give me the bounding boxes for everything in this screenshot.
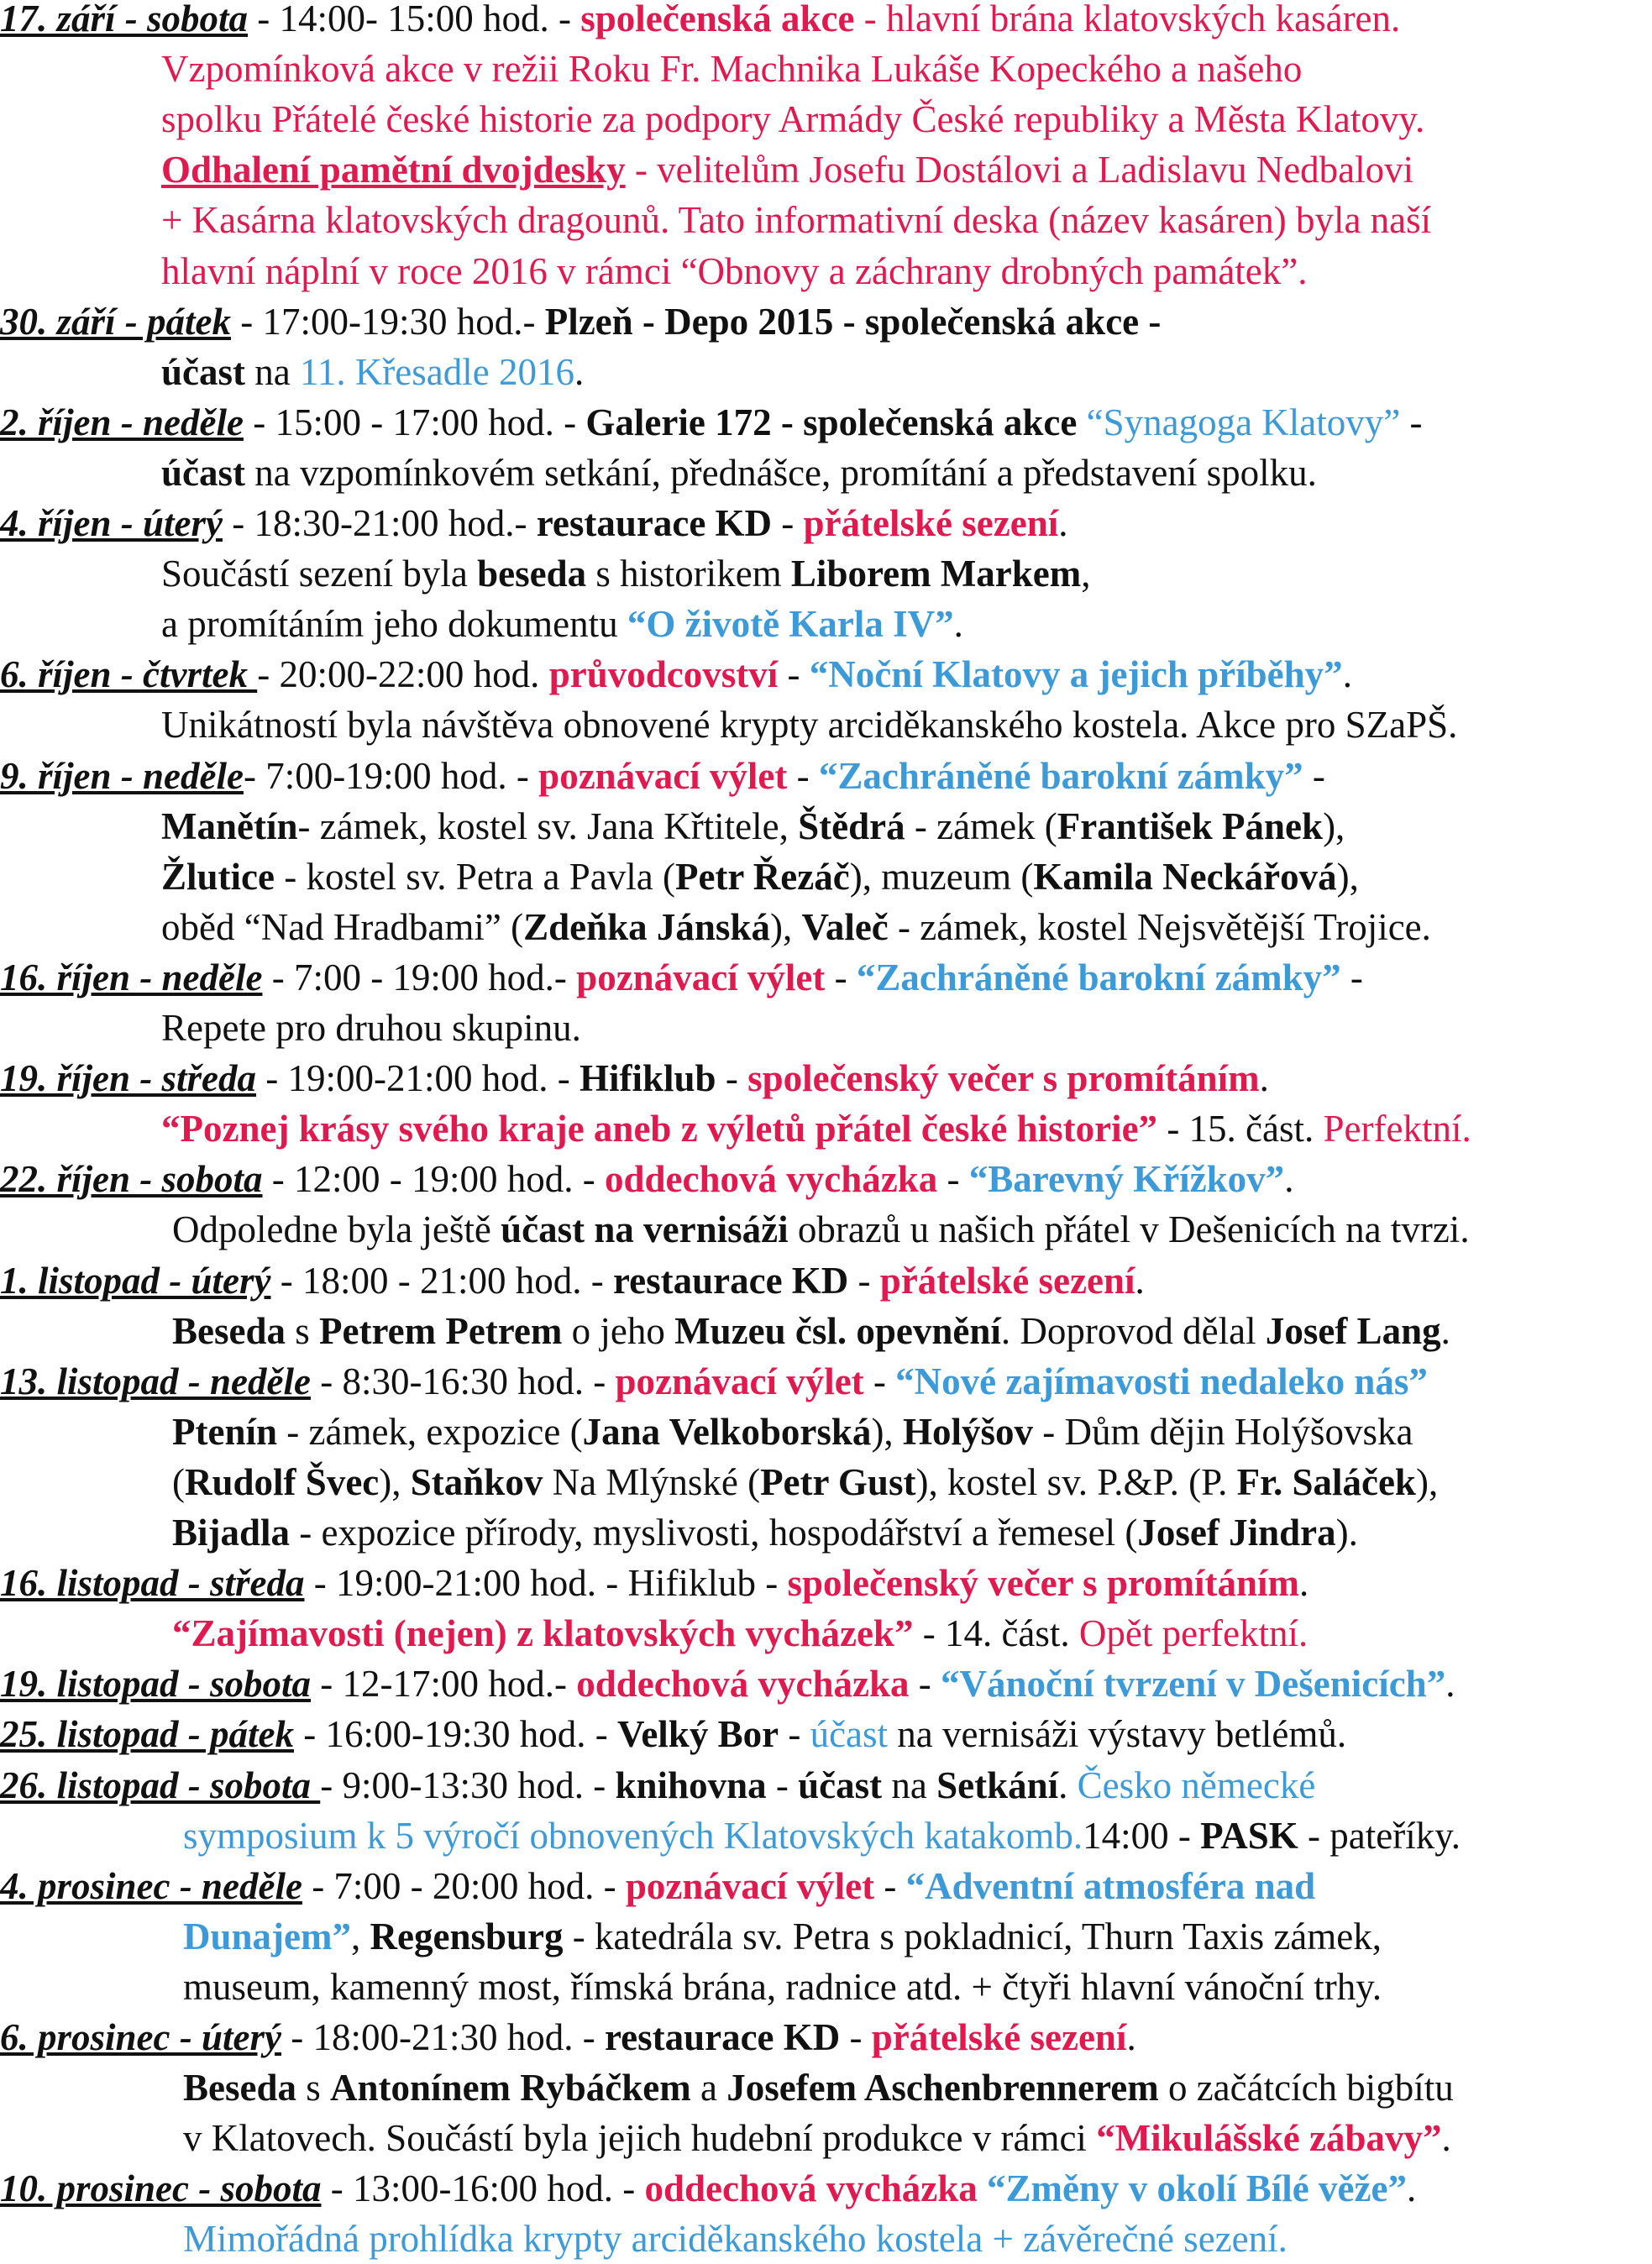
text-line xyxy=(0,2163,1416,2214)
text-segment: Valeč xyxy=(801,905,889,948)
text-segment: Josef Lang xyxy=(1265,1309,1441,1352)
text-segment: . xyxy=(1299,1562,1309,1605)
text-segment: - velitelům Josefu Dostálovi a Ladislavu Nedbalovi xyxy=(625,149,1414,191)
text-segment: s xyxy=(286,1309,320,1352)
entry-date: 26. listopad - sobota xyxy=(0,1764,321,1806)
text-segment: - xyxy=(848,1259,880,1302)
text-segment: - 18:30-21:00 hod.- xyxy=(223,502,537,544)
text-segment: - xyxy=(874,1864,906,1907)
text-line xyxy=(161,44,1302,94)
entry-date: 6. říjen - čtvrtek xyxy=(0,653,258,696)
text-line xyxy=(172,1507,1358,1558)
text-line xyxy=(183,1811,1461,1861)
text-segment: - xyxy=(766,1764,799,1806)
text-segment: - xyxy=(909,1663,941,1706)
text-segment: - zámek ( xyxy=(905,804,1057,847)
text-segment: Unikátností byla návštěva obnovené krypty arciděkanského kostela. Akce pro SZaPŠ. xyxy=(161,704,1458,747)
text-line xyxy=(0,1053,1269,1103)
text-segment: . xyxy=(1259,1057,1269,1100)
text-segment: spolku Přátelé české historie za podpory Armády České republiky a Města Klatovy. xyxy=(161,98,1425,141)
text-segment: 11. Křesadle 2016 xyxy=(299,350,574,393)
text-line xyxy=(161,1003,581,1053)
text-segment: Bijadla xyxy=(172,1512,291,1554)
text-segment xyxy=(978,2167,987,2209)
text-segment: . xyxy=(1440,1309,1450,1352)
text-segment: František Pánek xyxy=(1057,804,1324,847)
text-segment: restaurace KD xyxy=(604,2016,841,2058)
text-segment: účast na vernisáži xyxy=(501,1208,789,1251)
text-segment: Antonínem Rybáčkem xyxy=(330,2067,691,2109)
text-segment: ), xyxy=(1323,804,1345,847)
text-segment: beseda xyxy=(477,553,587,595)
entry-date: 2. říjen - neděle xyxy=(0,401,244,443)
text-segment: Liborem Markem xyxy=(790,553,1082,595)
text-segment: “Barevný Křížkov” xyxy=(968,1158,1285,1201)
text-segment: - 12-17:00 hod.- xyxy=(311,1663,577,1706)
text-segment: Plzeň - Depo 2015 - společenská akce - xyxy=(544,300,1162,343)
text-line xyxy=(183,2062,1454,2113)
text-segment: . xyxy=(1441,2117,1451,2160)
text-segment: na xyxy=(882,1764,937,1806)
text-segment: - zámek, kostel sv. Jana Křtitele, xyxy=(297,804,799,847)
text-segment: oběd “Nad Hradbami” ( xyxy=(161,905,524,948)
text-segment: ), xyxy=(871,1410,903,1453)
text-segment: “Zachráněné barokní zámky” xyxy=(856,956,1341,998)
text-segment: Ptenín xyxy=(172,1410,278,1453)
text-segment: Josef Jindra xyxy=(1137,1512,1336,1554)
entry-date: 13. listopad - neděle xyxy=(0,1360,311,1402)
text-segment: Odpoledne byla ještě xyxy=(172,1208,501,1251)
text-line xyxy=(0,296,1161,347)
text-segment: poznávací výlet xyxy=(615,1360,864,1402)
text-segment: Josefem Aschenbrennerem xyxy=(726,2067,1159,2109)
text-segment: o jeho xyxy=(562,1309,675,1352)
text-segment: - xyxy=(716,1057,748,1100)
text-segment: - hlavní brána klatovských kasáren. xyxy=(854,0,1401,39)
text-segment: - xyxy=(937,1158,969,1201)
text-segment: , xyxy=(1081,553,1091,595)
text-segment: poznávací výlet xyxy=(538,754,788,797)
text-segment: Repete pro druhou skupinu. xyxy=(161,1007,581,1049)
text-segment: - 14:00- 15:00 hod. - xyxy=(248,0,581,39)
text-segment: účast xyxy=(798,1764,883,1806)
text-line xyxy=(0,397,1423,448)
text-segment: “Poznej krásy svého kraje aneb z výletů přátel české historie” xyxy=(161,1108,1158,1150)
text-segment: “Synagoga Klatovy” xyxy=(1077,401,1401,443)
text-line xyxy=(183,2214,1288,2264)
text-line xyxy=(161,852,1359,902)
text-segment: - 8:30-16:30 hod. - xyxy=(310,1360,616,1402)
text-segment: - expozice přírody, myslivosti, hospodářství a řemesel ( xyxy=(290,1512,1138,1554)
text-segment: - xyxy=(787,754,819,797)
text-segment: - xyxy=(825,956,857,998)
text-segment: Opět perfektní. xyxy=(1078,1612,1308,1655)
text-line xyxy=(0,1861,1315,1911)
text-segment: - zámek, kostel Nejsvětější Trojice. xyxy=(888,905,1431,948)
text-segment: ), kostel sv. P.&P. (P. xyxy=(915,1460,1237,1503)
text-segment: - pateříky. xyxy=(1298,1814,1461,1857)
text-line xyxy=(172,1306,1450,1356)
text-segment: . xyxy=(1406,2167,1417,2210)
text-segment: Žlutice xyxy=(161,855,275,898)
entry-date: 1. listopad - úterý xyxy=(0,1259,271,1302)
text-segment: knihovna xyxy=(615,1764,767,1806)
text-line xyxy=(0,1760,1315,1811)
text-segment: - 12:00 - 19:00 hod. - xyxy=(262,1158,605,1201)
text-segment: - 7:00-19:00 hod. - xyxy=(243,754,539,797)
text-segment: - 20:00-22:00 hod. xyxy=(257,653,549,696)
text-segment: ), xyxy=(1415,1460,1439,1503)
text-segment: Součástí sezení byla xyxy=(161,553,478,595)
text-segment: + Kasárna klatovských dragounů. Tato informativní deska (název kasáren) byla naší xyxy=(161,199,1432,242)
text-segment: Beseda xyxy=(172,1309,286,1352)
text-segment: - 19:00-21:00 hod. - xyxy=(256,1057,580,1100)
text-segment: Štědrá xyxy=(798,804,905,847)
text-segment: Kamila Neckářová xyxy=(1033,855,1337,898)
text-segment: Perfektní. xyxy=(1323,1108,1471,1150)
text-segment: “Nové zajímavosti nedaleko nás” xyxy=(895,1360,1428,1402)
text-segment: ), xyxy=(769,905,802,948)
text-segment: . xyxy=(1126,2016,1136,2058)
text-segment: společenská akce xyxy=(580,0,855,39)
entry-date: 25. listopad - pátek xyxy=(0,1713,294,1756)
text-segment: - 19:00-21:00 hod. - Hifiklub - xyxy=(304,1562,788,1605)
text-segment: symposium k 5 výročí obnovených Klatovských katakomb. xyxy=(183,1814,1083,1857)
text-segment: , xyxy=(351,1915,370,1957)
text-line xyxy=(0,1558,1308,1608)
text-segment: Regensburg xyxy=(370,1915,564,1957)
text-line xyxy=(161,144,1413,195)
text-segment: ), xyxy=(379,1460,411,1503)
text-segment: Muzeu čsl. opevnění xyxy=(674,1309,1001,1352)
text-segment: o začátcích bigbítu xyxy=(1158,2067,1454,2109)
text-segment: - xyxy=(1340,956,1363,998)
text-segment: - xyxy=(1303,754,1325,797)
text-line xyxy=(0,1356,1428,1407)
text-segment: restaurace KD xyxy=(536,502,773,544)
text-segment: v Klatovech. Součástí byla jejich hudební produkce v rámci xyxy=(183,2117,1097,2160)
text-segment: Vzpomínková akce v režii Roku Fr. Machnika Lukáše Kopeckého a našeho xyxy=(161,48,1303,91)
text-segment: . xyxy=(953,603,963,646)
text-segment: na vzpomínkovém setkání, přednášce, promítání a představení spolku. xyxy=(245,451,1317,494)
text-segment: . Doprovod dělal xyxy=(1000,1309,1266,1352)
text-segment: přátelské sezení xyxy=(803,502,1059,544)
text-line xyxy=(161,347,584,397)
text-line xyxy=(183,2113,1451,2163)
text-segment: Fr. Saláček xyxy=(1236,1460,1416,1503)
text-segment: přátelské sezení xyxy=(871,2016,1127,2058)
text-segment: “Mikulášské zábavy” xyxy=(1096,2117,1442,2160)
text-segment: účast xyxy=(161,451,245,494)
text-segment: oddechová vycházka xyxy=(644,2167,978,2210)
text-segment: museum, kamenný most, římská brána, radnice atd. + čtyři hlavní vánoční trhy. xyxy=(183,1965,1382,2008)
text-line xyxy=(0,2012,1136,2062)
text-segment: - 16:00-19:30 hod. - xyxy=(293,1713,617,1756)
text-segment: Petr Řezáč xyxy=(674,855,850,898)
text-segment: Petrem Petrem xyxy=(319,1309,563,1352)
text-line xyxy=(161,1103,1471,1154)
text-line xyxy=(161,700,1457,750)
text-segment: Beseda xyxy=(183,2067,296,2109)
text-line xyxy=(161,801,1345,852)
text-segment: účast xyxy=(161,350,245,393)
text-line xyxy=(0,751,1325,801)
text-line xyxy=(161,448,1317,498)
text-segment: a promítáním jeho dokumentu xyxy=(161,603,627,646)
text-segment: ). xyxy=(1335,1512,1358,1554)
text-segment: Zdeňka Jánská xyxy=(523,905,770,948)
text-segment: ), xyxy=(1336,855,1359,898)
text-segment: s xyxy=(296,2067,331,2109)
text-line xyxy=(161,94,1424,144)
text-segment: - katedrála sv. Petra s pokladnicí, Thurn Taxis zámek, xyxy=(563,1915,1382,1957)
text-segment: Odhalení pamětní dvojdesky xyxy=(161,149,626,191)
text-line xyxy=(0,1154,1293,1204)
text-segment: - xyxy=(778,653,810,696)
text-segment: . xyxy=(1058,502,1068,544)
text-segment: na vernisáži výstavy betlémů. xyxy=(888,1713,1347,1756)
text-segment: - Dům dějin Holýšovska xyxy=(1032,1410,1413,1453)
text-segment: - 15. část. xyxy=(1157,1108,1324,1150)
text-segment: a xyxy=(690,2067,727,2109)
text-segment: Rudolf Švec xyxy=(185,1460,380,1503)
text-segment: Jana Velkoborská xyxy=(582,1410,872,1453)
text-segment: poznávací výlet xyxy=(576,956,826,998)
text-segment: Setkání xyxy=(936,1764,1059,1806)
text-segment: - 7:00 - 19:00 hod.- xyxy=(262,956,577,998)
text-segment: účast xyxy=(810,1713,889,1756)
entry-date: 22. říjen - sobota xyxy=(0,1158,263,1201)
text-segment: průvodcovství xyxy=(548,653,779,696)
text-segment: Holýšov xyxy=(902,1410,1033,1453)
text-line xyxy=(172,1608,1308,1659)
text-line xyxy=(161,599,963,649)
entry-date: 6. prosinec - úterý xyxy=(0,2016,281,2058)
text-line xyxy=(161,548,1091,599)
entry-date: 10. prosinec - sobota xyxy=(0,2167,322,2210)
text-segment: společenský večer s promítáním xyxy=(747,1057,1260,1100)
text-segment: Galerie 172 - společenská akce xyxy=(585,401,1078,443)
text-line xyxy=(172,1457,1438,1507)
text-segment: oddechová vycházka xyxy=(605,1158,938,1201)
text-line xyxy=(161,246,1308,296)
text-segment: “O životě Karla IV” xyxy=(627,603,954,646)
text-segment: - zámek, expozice ( xyxy=(277,1410,583,1453)
text-line xyxy=(0,1659,1455,1709)
text-segment: s historikem xyxy=(586,553,791,595)
text-segment: - 7:00 - 20:00 hod. - xyxy=(302,1864,626,1907)
text-segment: Mimořádná prohlídka krypty arciděkanského kostela + závěrečné sezení. xyxy=(183,2218,1288,2261)
text-segment: . xyxy=(1135,1259,1145,1302)
text-line xyxy=(172,1407,1413,1457)
text-segment: Manětín xyxy=(161,804,298,847)
text-segment: - 13:00-16:00 hod. - xyxy=(321,2167,645,2210)
text-segment: ( xyxy=(172,1460,185,1503)
text-segment: - xyxy=(840,2016,872,2058)
text-segment: “Zachráněné barokní zámky” xyxy=(818,754,1303,797)
text-segment: - 15:00 - 17:00 hod. - xyxy=(243,401,586,443)
text-line xyxy=(0,498,1067,548)
text-segment: “Adventní atmosféra nad xyxy=(905,1864,1316,1907)
text-segment: - 9:00-13:30 hod. - xyxy=(320,1764,616,1806)
text-line xyxy=(161,195,1431,245)
entry-date: 9. říjen - neděle xyxy=(0,754,244,797)
text-segment: Hifiklub xyxy=(579,1057,716,1100)
text-segment: přátelské sezení xyxy=(879,1259,1135,1302)
text-segment: - 18:00-21:30 hod. - xyxy=(281,2016,605,2058)
text-segment: . xyxy=(1445,1663,1455,1706)
text-segment: . xyxy=(1058,1764,1078,1806)
text-segment: oddechová vycházka xyxy=(576,1663,910,1706)
text-segment: restaurace KD xyxy=(612,1259,849,1302)
text-segment: Na Mlýnské ( xyxy=(543,1460,761,1503)
text-line xyxy=(0,952,1363,1003)
text-segment: “Vánoční tvrzení v Dešenicích” xyxy=(941,1663,1446,1706)
entry-date: 19. listopad - sobota xyxy=(0,1663,312,1706)
text-line xyxy=(0,0,1400,44)
text-segment: Staňkov xyxy=(410,1460,543,1503)
entry-date: 19. říjen - středa xyxy=(0,1057,257,1100)
text-segment: poznávací výlet xyxy=(625,1864,875,1907)
text-segment: “Zajímavosti (nejen) z klatovských vycházek” xyxy=(172,1612,914,1655)
text-segment: - kostel sv. Petra a Pavla ( xyxy=(274,855,675,898)
text-line xyxy=(183,1962,1382,2012)
text-segment: - 14. část. xyxy=(913,1612,1079,1655)
text-segment: ), muzeum ( xyxy=(849,855,1034,898)
text-segment: “Noční Klatovy a jejich příběhy” xyxy=(809,653,1343,696)
text-segment: Dunajem” xyxy=(183,1915,351,1957)
text-segment: Petr Gust xyxy=(760,1460,916,1503)
entry-date: 4. prosinec - neděle xyxy=(0,1864,302,1907)
entry-date: 16. listopad - středa xyxy=(0,1562,305,1605)
entry-date: 30. září - pátek xyxy=(0,300,231,343)
text-segment: . xyxy=(1284,1158,1294,1201)
text-line xyxy=(0,1709,1346,1759)
text-segment: společenský večer s promítáním xyxy=(787,1562,1299,1605)
text-line xyxy=(183,1911,1382,1962)
text-segment: - xyxy=(779,1713,810,1756)
entry-date: 4. říjen - úterý xyxy=(0,502,223,544)
text-segment: obrazů u našich přátel v Dešenicích na tvrzi. xyxy=(788,1208,1470,1251)
text-segment: hlavní náplní v roce 2016 v rámci “Obnovy a záchrany drobných památek”. xyxy=(161,249,1308,292)
text-line xyxy=(0,649,1352,700)
entry-date: 17. září - sobota xyxy=(0,0,249,39)
text-segment: Česko německé xyxy=(1077,1764,1316,1806)
text-segment: “Změny v okolí Bílé věže” xyxy=(987,2167,1407,2210)
text-segment: - xyxy=(772,502,804,544)
text-segment: PASK xyxy=(1200,1814,1298,1857)
text-segment: 14:00 - xyxy=(1083,1814,1201,1857)
entry-date: 16. říjen - neděle xyxy=(0,956,263,998)
text-segment: - 18:00 - 21:00 hod. - xyxy=(270,1259,613,1302)
text-segment: . xyxy=(1342,653,1352,696)
text-segment: na xyxy=(245,350,300,393)
text-line xyxy=(0,1255,1145,1306)
text-segment: Velký Bor xyxy=(616,1713,779,1756)
text-segment: - xyxy=(863,1360,896,1402)
text-line xyxy=(161,902,1431,952)
text-segment: - xyxy=(1400,401,1423,443)
text-segment: . xyxy=(574,350,585,393)
text-line xyxy=(172,1204,1470,1255)
text-segment: - 17:00-19:30 hod.- xyxy=(231,300,545,343)
